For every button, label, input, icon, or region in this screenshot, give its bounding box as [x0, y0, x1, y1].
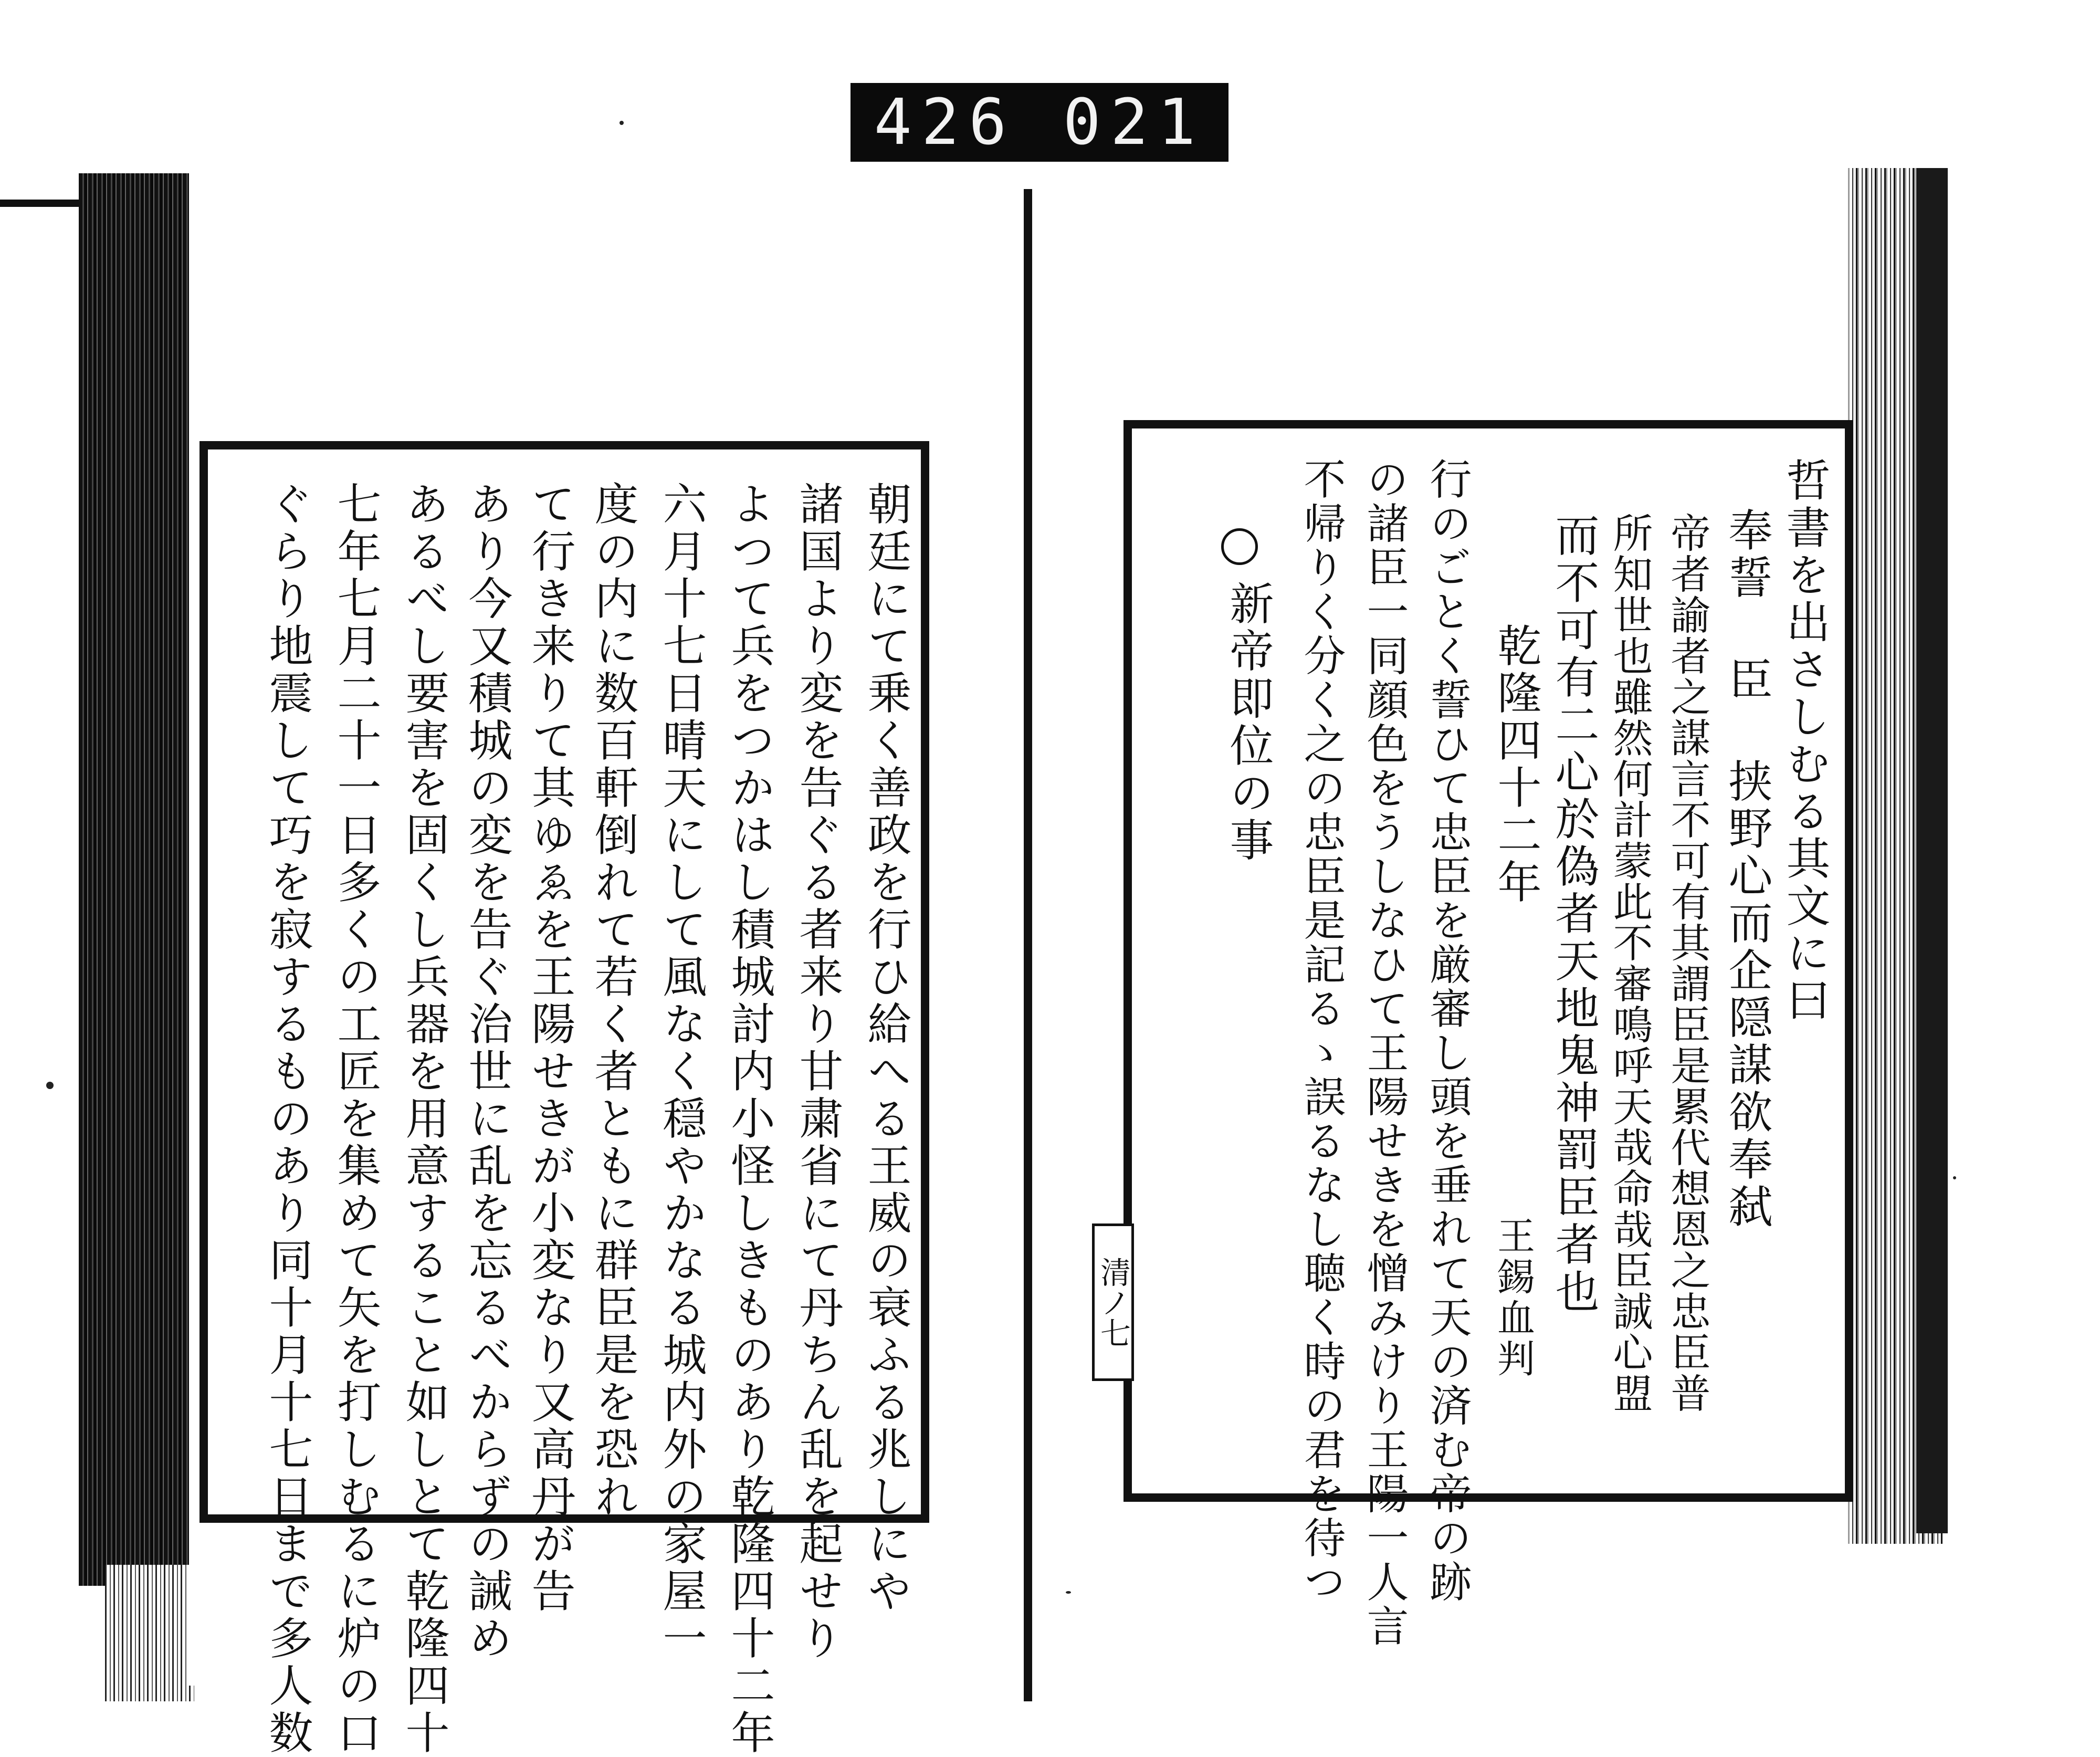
signature-column: 王錫血判	[1491, 1216, 1535, 1380]
left-text-panel	[200, 441, 929, 1757]
scan-speck	[1066, 1591, 1071, 1594]
scan-speck	[620, 121, 624, 125]
left-fore-edge-tail	[105, 1565, 194, 1701]
date-column: 乾隆四十二年	[1490, 623, 1542, 906]
frame-number-left: 426	[874, 86, 1016, 159]
text-column: あり今又積城の変を告ぐ治世に乱を忘るべからずの誡め	[461, 481, 513, 1662]
text-column: あるべし要害を固くし兵器を用意すること如しとて乾隆四十	[398, 481, 450, 1757]
text-column: て行き来りて其ゆゑを王陽せきが小変なり又高丹が告	[524, 481, 576, 1615]
oath-column: 奉誓 臣 挟野心而企隠謀欲奉弑	[1721, 507, 1773, 1231]
oath-column: 而不可有二心於偽者天地鬼神罰臣者也	[1548, 513, 1600, 1316]
text-column: よつて兵をつかはし積城討内小怪しきものあり乾隆四十二年	[724, 481, 775, 1757]
text-column: 行のごとく誓ひて忠臣を厳審し頭を垂れて天の済む帝の跡	[1423, 457, 1472, 1604]
scan-speck	[1953, 1176, 1956, 1179]
scan-speck	[46, 1082, 54, 1089]
text-column: 朝廷にて乗く善政を行ひ給へる王威の衰ふる兆しにや	[860, 481, 912, 1615]
text-column: 七年七月二十一日多くの工匠を集めて矢を打しむるに炉の口	[330, 481, 382, 1757]
book-edge-line	[0, 200, 84, 207]
text-column: 六月十七日晴天にして風なく穏やかなる城内外の家屋一	[656, 481, 707, 1662]
page-marker: 清ノ七	[1092, 1223, 1134, 1381]
text-column: の諸臣一同顔色をうしなひて王陽せきを憎みけり王陽一人言	[1360, 457, 1409, 1648]
section-circle-mark	[1221, 528, 1258, 565]
text-column: 度の内に数百軒倒れて若く者ともに群臣是を恐れ	[587, 481, 639, 1521]
frame-number-label	[850, 83, 1228, 162]
text-column: 不帰りく分く之の忠臣是記るゝ誤るなし聴く時の君を待つ	[1297, 457, 1346, 1604]
left-fore-edge	[79, 173, 200, 1586]
right-fore-edge-dark	[1916, 168, 1948, 1533]
text-column: ぐらり地震して巧を寂するものあり同十月十七日まで多人数	[262, 481, 313, 1757]
oath-column: 帝者諭者之謀言不可有其謂臣是累代想恩之忠臣普	[1664, 513, 1711, 1414]
oath-column: 所知世也雖然何計蒙此不審鳴呼天哉命哉臣誠心盟	[1606, 513, 1653, 1414]
section-heading: 新帝即位の事	[1223, 581, 1274, 864]
text-column: 諸国より変を告ぐる者来り甘粛省にて丹ちん乱を起せり	[792, 481, 844, 1662]
heading-column: 哲書を出さしむる其文に曰	[1779, 457, 1831, 1024]
book-gutter	[1024, 189, 1032, 1701]
frame-number-right: 021	[1063, 86, 1205, 159]
right-text-panel	[1124, 420, 1853, 1648]
